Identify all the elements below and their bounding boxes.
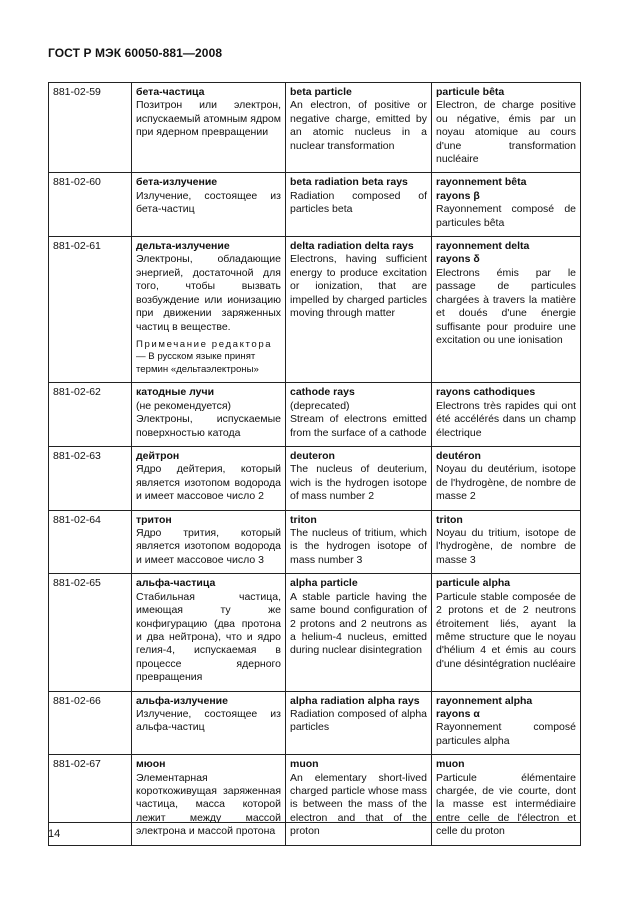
cell-en bbox=[286, 237, 432, 383]
term-number: 881-02-61 bbox=[49, 237, 132, 383]
term-en: deuteron bbox=[290, 450, 335, 463]
definition-fr: Noyau du deutérium, isotope de l'hydrogène, de nombre de masse 2 bbox=[436, 463, 576, 503]
cell-en bbox=[286, 83, 432, 173]
cell-en bbox=[286, 173, 432, 237]
term-ru: дейтрон bbox=[136, 450, 180, 463]
term-en: triton bbox=[290, 513, 317, 526]
cell-en bbox=[286, 691, 432, 755]
definition-fr: Particule stable composée de 2 protons et de 2 neutrons étroitement liés, ayant la même structure que le noyau d'hélium 4 et émis au cours d'une désintégration nucléaire bbox=[436, 590, 576, 670]
definition-en: The nucleus of deuterium, wich is the hydrogen isotope of mass number 2 bbox=[290, 463, 427, 503]
definition-en: Stream of electrons emitted from the surface of a cathode bbox=[290, 413, 427, 439]
definition-ru: Ядро дейтерия, который является изотопом водорода и имеет массовое число 2 bbox=[136, 463, 281, 503]
term-synonym-fr: rayons δ bbox=[436, 253, 480, 266]
editor-note bbox=[136, 339, 281, 377]
term-number: 881-02-67 bbox=[49, 755, 132, 845]
term-fr: rayonnement bêta bbox=[436, 176, 527, 189]
table-row bbox=[49, 447, 581, 511]
definition-en: An elementary short-lived charged particle whose mass is between the mass of the electron and that of the proton bbox=[290, 771, 427, 838]
term-fr: deutéron bbox=[436, 450, 481, 463]
bottom-rule bbox=[48, 822, 580, 823]
term-ru: дельта-излучение bbox=[136, 240, 230, 253]
definition-en: The nucleus of tritium, which is the hydrogen isotope of mass number 3 bbox=[290, 527, 427, 566]
cell-ru bbox=[132, 447, 286, 511]
document-header: ГОСТ Р МЭК 60050-881—2008 bbox=[48, 46, 223, 60]
term-ru: мюон bbox=[136, 758, 166, 771]
table-row bbox=[49, 83, 581, 173]
definition-en: Radiation composed of alpha particles bbox=[290, 707, 427, 734]
definition-fr: Noyau du tritium, isotope de l'hydrogène, de nombre de masse 3 bbox=[436, 527, 576, 566]
term-fr: particule bêta bbox=[436, 86, 505, 98]
definition-en: Electrons, having sufficient energy to produce excitation or ionization, that are impelled by charged particles moving through matter bbox=[290, 253, 427, 320]
term-fr: muon bbox=[436, 758, 465, 771]
term-number: 881-02-60 bbox=[49, 173, 132, 237]
term-ru: альфа-излучение bbox=[136, 694, 228, 707]
cell-ru bbox=[132, 237, 286, 383]
term-en: delta radiation delta rays bbox=[290, 240, 414, 253]
term-number: 881-02-65 bbox=[49, 574, 132, 691]
term-status-en: (deprecated) bbox=[290, 399, 350, 412]
term-status-ru: (не рекомендуется) bbox=[136, 399, 232, 412]
term-ru: бета-излучение bbox=[136, 176, 218, 189]
cell-en bbox=[286, 510, 432, 574]
cell-ru bbox=[132, 691, 286, 755]
definition-fr: Rayonnement composé particules alpha bbox=[436, 721, 576, 747]
terms-table-body bbox=[49, 83, 581, 846]
cell-en bbox=[286, 755, 432, 845]
term-en: beta particle bbox=[290, 86, 352, 98]
terms-table bbox=[48, 82, 581, 846]
term-en: muon bbox=[290, 758, 319, 771]
term-ru: альфа-частица bbox=[136, 577, 216, 590]
cell-en bbox=[286, 383, 432, 447]
term-number: 881-02-59 bbox=[49, 83, 132, 173]
term-ru: бета-частица bbox=[136, 86, 205, 98]
term-number: 881-02-62 bbox=[49, 383, 132, 447]
term-number: 881-02-63 bbox=[49, 447, 132, 511]
cell-ru bbox=[132, 510, 286, 574]
cell-fr bbox=[432, 574, 581, 691]
definition-en: A stable particle having the same bound configuration of 2 protons and 2 neutrons as a helium-4 nucleus, emitted during nuclear disintegration bbox=[290, 590, 427, 657]
term-fr: rayons cathodiques bbox=[436, 386, 536, 399]
definition-fr: Electrons émis par le passage de particules chargées à travers la matière et doués d'une énergie suffisante pour produire une excitation ou une ionisation bbox=[436, 266, 576, 346]
definition-ru: Электроны, испускаемые поверхностью катода bbox=[136, 413, 281, 439]
term-synonym-fr: rayons β bbox=[436, 189, 480, 202]
table-row bbox=[49, 755, 581, 845]
table-row bbox=[49, 510, 581, 574]
term-fr: rayonnement delta bbox=[436, 240, 530, 253]
term-number: 881-02-66 bbox=[49, 691, 132, 755]
definition-ru: Позитрон или электрон, испускаемый атомным ядром при ядерном превращении bbox=[136, 99, 281, 139]
cell-ru bbox=[132, 83, 286, 173]
term-fr: particule alpha bbox=[436, 577, 511, 590]
term-ru: тритон bbox=[136, 513, 172, 526]
cell-fr bbox=[432, 237, 581, 383]
term-en: cathode rays bbox=[290, 386, 355, 399]
term-fr: rayonnement alpha bbox=[436, 694, 533, 707]
definition-fr: Electron, de charge positive ou négative, émis par un noyau atomique au cours d'une transformation nucléaire bbox=[436, 99, 576, 166]
cell-ru bbox=[132, 574, 286, 691]
definition-ru: Излучение, состоящее из бета-частиц bbox=[136, 189, 281, 216]
term-fr: triton bbox=[436, 513, 463, 526]
cell-ru bbox=[132, 383, 286, 447]
cell-ru bbox=[132, 755, 286, 845]
definition-fr: Rayonnement composé de particules bêta bbox=[436, 203, 576, 229]
term-ru: катодные лучи bbox=[136, 386, 215, 399]
table-row bbox=[49, 237, 581, 383]
term-en: beta radiation beta rays bbox=[290, 176, 408, 189]
definition-ru: Ядро трития, который является изотопом водорода и имеет массовое число 3 bbox=[136, 527, 281, 566]
cell-ru bbox=[132, 173, 286, 237]
table-row bbox=[49, 173, 581, 237]
cell-en bbox=[286, 574, 432, 691]
table-row bbox=[49, 574, 581, 691]
definition-fr: Particule élémentaire chargée, de vie courte, dont la masse est intermédiaire entre celle de l'électron et celle du proton bbox=[436, 771, 576, 838]
definition-ru: Электроны, обладающие энергией, достаточной для того, чтобы вызвать возбуждение или ионизацию при движении заряженных частиц в веществе. bbox=[136, 253, 281, 333]
cell-fr bbox=[432, 447, 581, 511]
definition-en: Radiation composed of particles beta bbox=[290, 189, 427, 216]
table-row bbox=[49, 691, 581, 755]
definition-ru: Элементарная короткоживущая заряженная частица, масса которой лежит между массой электрона и массой протона bbox=[136, 771, 281, 838]
cell-fr bbox=[432, 510, 581, 574]
term-en: alpha radiation alpha rays bbox=[290, 694, 420, 707]
term-number: 881-02-64 bbox=[49, 510, 132, 574]
definition-en: An electron, of positive or negative charge, emitted by an atomic nucleus in a nuclear transformation bbox=[290, 99, 427, 152]
term-synonym-fr: rayons α bbox=[436, 707, 480, 720]
cell-fr bbox=[432, 755, 581, 845]
definition-fr: Electrons très rapides qui ont été accélérés dans un champ électrique bbox=[436, 399, 576, 439]
table-row bbox=[49, 383, 581, 447]
definition-ru: Излучение, состоящее из альфа-частиц bbox=[136, 707, 281, 734]
cell-fr bbox=[432, 691, 581, 755]
cell-en bbox=[286, 447, 432, 511]
editor-note-heading: Примечание редактора bbox=[136, 338, 273, 350]
definition-ru: Стабильная частица, имеющая ту же конфигурацию (два протона и два нейтрона), что и ядро гелия-4, испускаемая в процессе ядерного превращения bbox=[136, 590, 281, 684]
cell-fr bbox=[432, 83, 581, 173]
editor-note-text: — В русском языке принят термин «дельтаэлектроны» bbox=[136, 351, 259, 375]
cell-fr bbox=[432, 383, 581, 447]
cell-fr bbox=[432, 173, 581, 237]
page-number: 14 bbox=[48, 828, 61, 840]
term-en: alpha particle bbox=[290, 577, 358, 590]
